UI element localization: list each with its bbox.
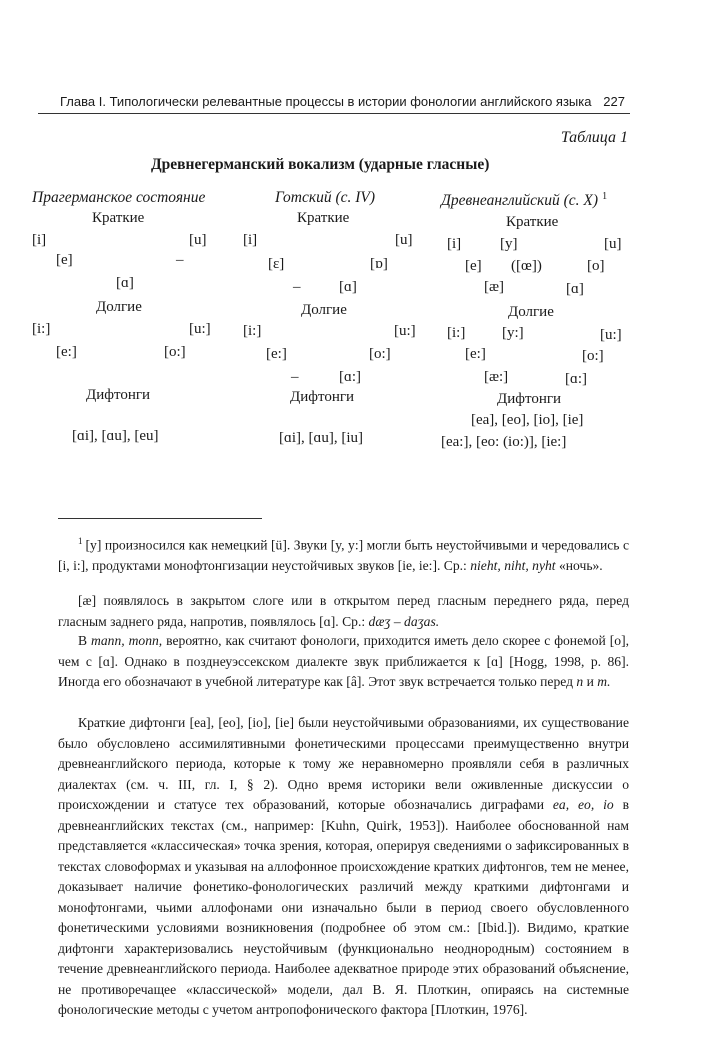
fn-p1-example: nieht, niht, nyht xyxy=(470,558,556,574)
col3-long-a: [ɑ:] xyxy=(565,371,588,387)
footnote-paragraph-3 xyxy=(58,631,629,693)
col2-short-e: [ɛ] xyxy=(268,256,285,272)
footnote-paragraph-2 xyxy=(58,591,629,632)
col3-short-i: [i] xyxy=(447,236,462,252)
col2-short-a: [ɑ] xyxy=(339,279,357,295)
footnote-paragraph-1 xyxy=(58,531,629,577)
col1-diph: [ɑi], [ɑu], [eu] xyxy=(72,428,159,444)
col1-heading: Прагерманское состояние xyxy=(32,189,206,206)
col2-heading: Готский (с. IV) xyxy=(275,189,376,206)
fn-p4-text-b: в древнеанглийских текстах (см., например: [Kuhn, Quirk, 1953]). Наиболее обоснованной нам представляется «классическая» точка зрения, которая, оперируя сведениями о зафиксированных в текстах словоформах и указывая на аллофонное происхождение кратких дифтонгов, тем не менее, доказывает наличие фонетико-фонологических различий между краткими дифтонгами и монофтонгами, чьими аллофонами они изначально были в период своего обусловленного фонетическими условиями возникновения (подробнее об этом см.: [Ibid.]). Видимо, краткие дифтонги характеризовались неустойчивым (функционально неоднородным) состоянием в течение древнеанглийского периода. Наиболее адекватное природе этих образований объяснение, не противоречащее «классической» модели, дал В. Я. Плоткин, опираясь на системные фонологические методы с учетом антропофонического фактора [Плоткин, 1976]. xyxy=(58,797,629,1017)
col3-long-o: [o:] xyxy=(582,348,604,364)
col2-diph-label: Дифтонги xyxy=(290,389,355,405)
col2-long-e: [e:] xyxy=(266,346,287,362)
col3-long-ae: [æ:] xyxy=(484,369,509,385)
col3-long-u: [u:] xyxy=(600,327,622,343)
col3-long-label: Долгие xyxy=(508,304,554,320)
col2-long-dash: – xyxy=(291,369,299,385)
col3-short-e: [e] xyxy=(465,258,482,274)
col1-short-u: [u] xyxy=(189,232,207,248)
col2-long-o: [o:] xyxy=(369,346,391,362)
col3-short-a: [ɑ] xyxy=(566,281,584,297)
col1-long-o: [o:] xyxy=(164,344,186,360)
col2-short-label: Краткие xyxy=(297,210,350,226)
col2-short-i: [i] xyxy=(243,232,258,248)
col2-long-u: [u:] xyxy=(394,323,416,339)
table-title: Древнегерманский вокализм (ударные гласные) xyxy=(151,156,490,173)
col2-short-o: [ɒ] xyxy=(370,256,388,272)
col3-short-u: [u] xyxy=(604,236,622,252)
col3-diph-long: [ea:], [eo: (io:)], [ie:] xyxy=(441,434,567,450)
fn-p4-text-a: Краткие дифтонги [ea], [eo], [io], [ie] были неустойчивыми образованиями, их существование было обусловлено ассимилятивными фонетическими процессами преимущественно внутри древнеанглийского периода, которые к тому же неравномерно проявляли себя в различных диалектах (см. ч. III, гл. I, § 2). Одно время историки вели оживленные дискуссии о происхождении и статусе тех образований, которые обозначались диграфами xyxy=(58,715,629,812)
footnote-mark: 1 xyxy=(78,536,83,546)
footnote-rule xyxy=(58,518,262,519)
col1-long-label: Долгие xyxy=(96,299,142,315)
footnote-paragraph-4 xyxy=(58,713,629,1021)
col3-short-oe: ([œ]) xyxy=(511,258,542,274)
col1-short-dash: – xyxy=(176,252,184,268)
fn-p2-text: [æ] появлялось в закрытом слоге или в открытом перед гласным переднего ряда, перед гласным заднего ряда, напротив, появлялось [ɑ]. Ср.: xyxy=(58,593,629,629)
table-number: Таблица 1 xyxy=(560,129,628,146)
col1-short-e: [e] xyxy=(56,252,73,268)
col1-short-a: [ɑ] xyxy=(116,275,134,291)
col2-short-u: [u] xyxy=(395,232,413,248)
col3-long-e: [e:] xyxy=(465,346,486,362)
col3-heading-text: Древнеанглийский (с. X) xyxy=(441,192,599,210)
col1-short-i: [i] xyxy=(32,232,47,248)
col1-long-u: [u:] xyxy=(189,321,211,337)
col2-short-dash: – xyxy=(293,279,301,295)
col1-long-e: [e:] xyxy=(56,344,77,360)
col3-short-y: [y] xyxy=(500,236,518,252)
col3-heading xyxy=(441,191,607,210)
fn-p1-text-b: «ночь». xyxy=(555,558,603,574)
fn-p3-example-2: n xyxy=(576,674,584,689)
col3-short-ae: [æ] xyxy=(484,279,504,295)
fn-p3-text-a: В xyxy=(78,633,92,648)
header-rule xyxy=(38,113,630,114)
col2-long-label: Долгие xyxy=(301,302,347,318)
col3-long-y: [y:] xyxy=(502,325,524,341)
running-header xyxy=(60,94,625,109)
col3-short-o: [o] xyxy=(587,258,605,274)
fn-p2-example: dæʒ – daʒas. xyxy=(368,613,440,629)
col1-short-label: Краткие xyxy=(92,210,145,226)
fn-p1-text-a: [y] произносился как немецкий [ü]. Звуки [y, y:] могли быть неустойчивыми и чередовались с [i, i:], продуктами монофтонгизации неустойчивых звуков [ie, ie:]. Ср.: xyxy=(58,537,629,574)
col3-short-label: Краткие xyxy=(506,214,559,230)
col2-diph: [ɑi], [ɑu], [iu] xyxy=(279,430,363,446)
page-number: 227 xyxy=(603,94,625,109)
col2-long-i: [i:] xyxy=(243,323,262,339)
fn-p3-example-1: mann, monn, xyxy=(91,633,163,648)
col3-diph-short: [ea], [eo], [io], [ie] xyxy=(471,412,584,428)
col1-long-i: [i:] xyxy=(32,321,51,337)
col3-long-i: [i:] xyxy=(447,325,466,341)
col2-long-a: [ɑ:] xyxy=(339,369,362,385)
fn-p3-text-c: и xyxy=(583,674,598,689)
col1-diph-label: Дифтонги xyxy=(86,387,151,403)
fn-p3-example-3: m. xyxy=(597,674,611,689)
running-title: Глава I. Типологически релевантные процессы в истории фонологии английского языка xyxy=(60,94,592,109)
col3-diph-label: Дифтонги xyxy=(497,391,562,407)
col3-footnote-mark: 1 xyxy=(602,191,608,202)
fn-p3-text-b: вероятно, как считают фонологи, приходится иметь дело скорее с фонемой [o], чем с [ɑ]. Однако в позднеуэссекском диалекте звук приближается к [ɑ] [Hogg, 1998, p. 86]. Иногда его обозначают в учебной литературе как [â]. Этот звук встречается только перед xyxy=(58,633,629,689)
fn-p4-example: ea, eo, io xyxy=(552,797,614,812)
